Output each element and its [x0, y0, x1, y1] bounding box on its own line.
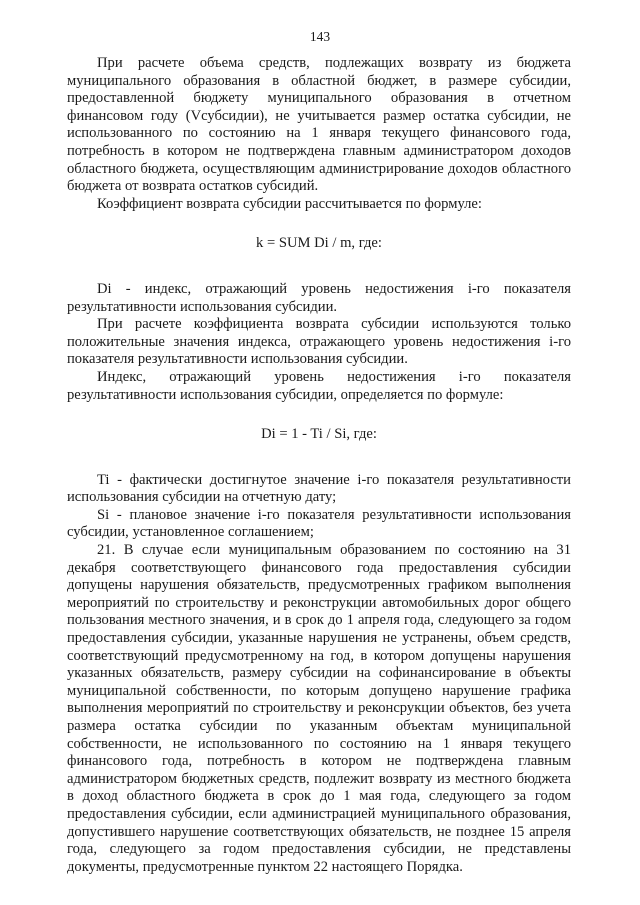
paragraph-coefficient-intro: Коэффициент возврата субсидии рассчитывается по формуле: — [97, 195, 482, 212]
paragraph-positive-values: При расчете коэффициента возврата субсидии используются только положительные значения индекса, отражающего уровень недостижения i-го показателя результативности использования субсидии. — [67, 316, 571, 368]
formula-coefficient: k = SUM Di / m, где: — [256, 235, 382, 252]
paragraph-clause-21: 21. В случае если муниципальным образованием по состоянию на 31 декабря соответствующего финансового года предоставления субсидии допущены нарушения обязательств, предусмотренных графиком выполнения мероприятий по строительству и реконструкции автомобильных дорог общего пользования местного значения, и в срок до 1 апреля года, следующего за годом предоставления субсидии, указанные нарушения не устранены, объем средств, соответствующий предусмотренному на год, в котором допущены нарушения указанных обязательств, размеру субсидии на софинансирование в объекты муниципальной собственности, по которым допущено нарушение графика выполнения мероприятий по строительству и реконсрукции объектов, без учета размера остатка субсидии по указанным объектам муниципальной собственности, не использованного по состоянию на 1 января текущего финансового года, потребность в котором не подтверждена главным администратором бюджетных средств, подлежит возврату из местного бюджета в доход областного бюджета в срок до 1 мая года, следующего за годом предоставления субсидии, если администрацией муниципального образования, допустившего нарушение соответствующих обязательств, не позднее 15 апреля года, следующего за годом предоставления субсидии, не представлены документы, предусмотренные пунктом 22 настоящего Порядка. — [67, 542, 571, 875]
paragraph-ti-definition: Ti - фактически достигнутое значение i-го показателя результативности использования субсидии на отчетную дату; — [67, 471, 571, 506]
paragraph-di-definition: Di - индекс, отражающий уровень недостижения i-го показателя результативности использования субсидии. — [67, 280, 571, 315]
paragraph-index-intro: Индекс, отражающий уровень недостижения i-го показателя результативности использования субсидии, определяется по формуле: — [67, 368, 571, 403]
document-body — [67, 55, 571, 876]
paragraph-si-definition: Si - плановое значение i-го показателя результативности использования субсидии, установленное соглашением; — [67, 506, 571, 541]
paragraph-refund-volume: При расчете объема средств, подлежащих возврату из бюджета муниципального образования в областной бюджет, в размере субсидии, предоставленной бюджету муниципального образования в отчетном финансовом году (Vсубсидии), не учитывается размер остатка субсидии, не использованного по состоянию на 1 января текущего финансового года, потребность в котором не подтверждена главным администратором доходов областного бюджета, осуществляющим администрирование доходов областного бюджета от возврата остатков субсидий. — [67, 55, 571, 195]
formula-index: Di = 1 - Ti / Si, где: — [261, 426, 377, 443]
page-number: 143 — [309, 29, 331, 44]
